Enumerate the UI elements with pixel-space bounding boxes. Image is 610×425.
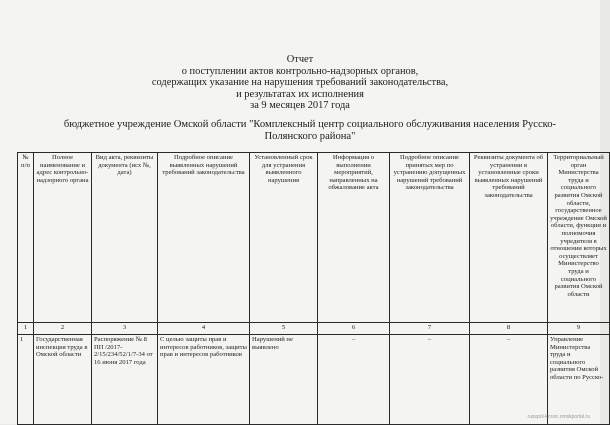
header-cell: Реквизиты документа об устранении в установленные сроки выявленных нарушений требований законодательства bbox=[470, 153, 548, 323]
column-number: 3 bbox=[92, 323, 158, 335]
table-cell: Распоряжение № 8 ПП /2017-2/15/234/52/1/7-34 от 16 июня 2017 года bbox=[92, 335, 158, 425]
report-title bbox=[100, 54, 500, 112]
title-line: о поступлении актов контрольно-надзорных органов, bbox=[181, 65, 419, 77]
table-cell: Государственная инспекция труда в Омской области bbox=[34, 335, 92, 425]
title-line: и результатах их исполнения bbox=[236, 88, 364, 100]
organization-name: бюджетное учреждение Омской области "Комплексный центр социального обслуживания населения Русско-Полянского района" bbox=[63, 119, 557, 142]
header-cell: № п/п bbox=[18, 153, 34, 323]
report-table bbox=[17, 152, 610, 425]
title-line: содержащих указание на нарушения требований законодательства, bbox=[151, 77, 449, 89]
column-number: 8 bbox=[470, 323, 548, 335]
table-cell: Управление Министерства труда и социального развития Омской области по Русско- bbox=[548, 335, 610, 425]
table-cell: – bbox=[318, 335, 390, 425]
header-cell: Подробное описание принятых мер по устранению допущенных нарушений требований законодательства bbox=[390, 153, 470, 323]
table-cell: 1 bbox=[18, 335, 34, 425]
header-cell: Подробное описание выявленных нарушений требований законодательства bbox=[158, 153, 250, 323]
header-cell: Установленный срок для устранения выявленного нарушения bbox=[250, 153, 318, 323]
column-number-row bbox=[18, 323, 610, 335]
table-row bbox=[18, 335, 610, 425]
column-number: 6 bbox=[318, 323, 390, 335]
header-cell: Информация о выполнении мероприятий, направленных на обжалование акта bbox=[318, 153, 390, 323]
table-cell: – bbox=[470, 335, 548, 425]
column-number: 5 bbox=[250, 323, 318, 335]
header-cell: Полное наименование и адрес контрольно-надзорного органа bbox=[34, 153, 92, 323]
column-number: 7 bbox=[390, 323, 470, 335]
column-number: 2 bbox=[34, 323, 92, 335]
table-cell: С целью защиты прав и интересов работников, защиты прав и интересов работников bbox=[158, 335, 250, 425]
column-number: 4 bbox=[158, 323, 250, 335]
column-number: 1 bbox=[18, 323, 34, 335]
table-cell: Нарушений не выявлено bbox=[250, 335, 318, 425]
header-cell: Территориальный орган Министерства труда и социального развития Омской области, государственное учреждение Омской области, функции и полномочия учредителя в отношении которых осуществляет Министерство труда и социального развития Омской области bbox=[548, 153, 610, 323]
title-line: за 9 месяцев 2017 года bbox=[250, 100, 350, 112]
title-line: Отчет bbox=[286, 54, 314, 65]
site-watermark: russpol-kcson.omskportal.ru bbox=[527, 414, 590, 420]
column-number: 9 bbox=[548, 323, 610, 335]
table-cell: – bbox=[390, 335, 470, 425]
header-cell: Вид акта, реквизиты документа (исх №, дата) bbox=[92, 153, 158, 323]
table-header-row bbox=[18, 153, 610, 323]
